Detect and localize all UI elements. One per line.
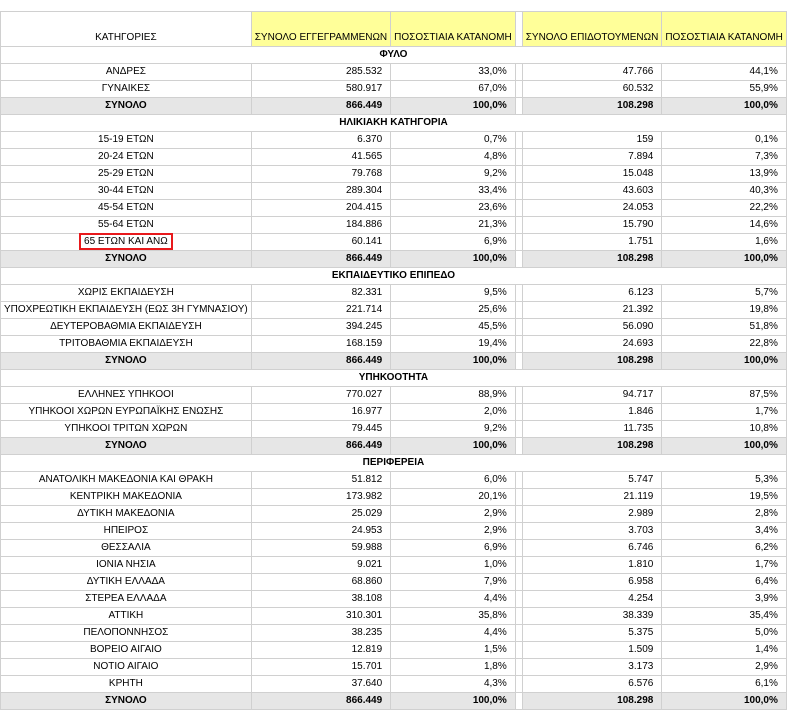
gap-cell: [515, 285, 522, 302]
subsidized-count: 3.703: [522, 523, 662, 540]
gap-cell: [515, 506, 522, 523]
subsidized-pct: 5,7%: [662, 285, 787, 302]
total-row: [1, 353, 787, 370]
header-category: ΚΑΤΗΓΟΡΙΕΣ: [1, 12, 252, 47]
registered-count: 173.982: [251, 489, 390, 506]
category-label: ΚΡΗΤΗ: [1, 676, 252, 693]
registered-count: 168.159: [251, 336, 390, 353]
section-title: ΕΚΠΑΙΔΕΥΤΙΚΟ ΕΠΙΠΕΔΟ: [1, 268, 787, 285]
table-row: [1, 166, 787, 183]
subsidized-pct: 19,5%: [662, 489, 787, 506]
subsidized-pct: 40,3%: [662, 183, 787, 200]
subsidized-pct: 1,7%: [662, 557, 787, 574]
registered-pct: 35,8%: [391, 608, 516, 625]
section-title-row: [1, 455, 787, 472]
table-row: [1, 285, 787, 302]
table-row: [1, 200, 787, 217]
registered-pct: 100,0%: [391, 251, 516, 268]
table-row: [1, 183, 787, 200]
category-label: ΙΟΝΙΑ ΝΗΣΙΑ: [1, 557, 252, 574]
category-label: ΥΠΗΚΟΟΙ ΤΡΙΤΩΝ ΧΩΡΩΝ: [1, 421, 252, 438]
category-label: ΑΝΔΡΕΣ: [1, 64, 252, 81]
total-label: ΣΥΝΟΛΟ: [1, 438, 252, 455]
registered-count: 6.370: [251, 132, 390, 149]
subsidized-count: 11.735: [522, 421, 662, 438]
total-row: [1, 438, 787, 455]
registered-pct: 100,0%: [391, 693, 516, 710]
registered-pct: 6,9%: [391, 234, 516, 251]
subsidized-pct: 1,7%: [662, 404, 787, 421]
subsidized-count: 6.123: [522, 285, 662, 302]
total-label: ΣΥΝΟΛΟ: [1, 693, 252, 710]
subsidized-pct: 6,4%: [662, 574, 787, 591]
registered-count: 310.301: [251, 608, 390, 625]
table-row: [1, 591, 787, 608]
registered-count: 60.141: [251, 234, 390, 251]
registered-count: 24.953: [251, 523, 390, 540]
registered-count: 38.235: [251, 625, 390, 642]
header-registered-total: ΣΥΝΟΛΟ ΕΓΓΕΓΡΑΜΜΕΝΩΝ: [251, 12, 390, 47]
registered-count: 16.977: [251, 404, 390, 421]
section-title: ΠΕΡΙΦΕΡΕΙΑ: [1, 455, 787, 472]
gap-cell: [515, 540, 522, 557]
header-subsidized-total: ΣΥΝΟΛΟ ΕΠΙΔΟΤΟΥΜΕΝΩΝ: [522, 12, 662, 47]
subsidized-pct: 6,2%: [662, 540, 787, 557]
table-row: [1, 574, 787, 591]
subsidized-pct: 13,9%: [662, 166, 787, 183]
subsidized-count: 21.392: [522, 302, 662, 319]
gap-cell: [515, 64, 522, 81]
subsidized-pct: 22,2%: [662, 200, 787, 217]
registered-pct: 67,0%: [391, 81, 516, 98]
registered-pct: 21,3%: [391, 217, 516, 234]
registered-pct: 100,0%: [391, 438, 516, 455]
header-subsidized-pct: ΠΟΣΟΣΤΙΑΙΑ ΚΑΤΑΝΟΜΗ: [662, 12, 787, 47]
table-row: [1, 676, 787, 693]
subsidized-count: 5.747: [522, 472, 662, 489]
category-label: ΥΠΟΧΡΕΩΤΙΚΗ ΕΚΠΑΙΔΕΥΣΗ (ΕΩΣ 3Η ΓΥΜΝΑΣΙΟΥ): [1, 302, 252, 319]
registered-pct: 1,5%: [391, 642, 516, 659]
subsidized-pct: 14,6%: [662, 217, 787, 234]
subsidized-pct: 22,8%: [662, 336, 787, 353]
category-label: ΕΛΛΗΝΕΣ ΥΠΗΚΟΟΙ: [1, 387, 252, 404]
registered-count: 51.812: [251, 472, 390, 489]
registered-count: 580.917: [251, 81, 390, 98]
subsidized-pct: 3,4%: [662, 523, 787, 540]
subsidized-pct: 100,0%: [662, 251, 787, 268]
table-row: [1, 217, 787, 234]
gap-cell: [515, 149, 522, 166]
subsidized-pct: 1,4%: [662, 642, 787, 659]
registered-count: 866.449: [251, 98, 390, 115]
total-row: [1, 98, 787, 115]
subsidized-pct: 51,8%: [662, 319, 787, 336]
table-row: [1, 404, 787, 421]
category-label: ΑΝΑΤΟΛΙΚΗ ΜΑΚΕΔΟΝΙΑ ΚΑΙ ΘΡΑΚΗ: [1, 472, 252, 489]
subsidized-count: 108.298: [522, 693, 662, 710]
gap-cell: [515, 387, 522, 404]
gap-cell: [515, 421, 522, 438]
subsidized-pct: 100,0%: [662, 98, 787, 115]
registered-pct: 4,4%: [391, 591, 516, 608]
category-label: 25-29 ΕΤΩΝ: [1, 166, 252, 183]
table-row: [1, 608, 787, 625]
section-title-row: [1, 47, 787, 64]
subsidized-count: 94.717: [522, 387, 662, 404]
registered-count: 12.819: [251, 642, 390, 659]
category-label: ΠΕΛΟΠΟΝΝΗΣΟΣ: [1, 625, 252, 642]
registered-count: 9.021: [251, 557, 390, 574]
registered-count: 79.768: [251, 166, 390, 183]
registered-count: 82.331: [251, 285, 390, 302]
gap-cell: [515, 234, 522, 251]
subsidized-count: 5.375: [522, 625, 662, 642]
table-row: [1, 557, 787, 574]
gap-cell: [515, 217, 522, 234]
registered-count: 866.449: [251, 251, 390, 268]
registered-pct: 88,9%: [391, 387, 516, 404]
table-row: [1, 81, 787, 98]
registered-count: 289.304: [251, 183, 390, 200]
statistics-table-container: [0, 11, 787, 710]
category-label: 45-54 ΕΤΩΝ: [1, 200, 252, 217]
registered-count: 41.565: [251, 149, 390, 166]
registered-pct: 45,5%: [391, 319, 516, 336]
gap-cell: [515, 676, 522, 693]
subsidized-count: 108.298: [522, 98, 662, 115]
header-row: [1, 12, 787, 47]
gap-cell: [515, 132, 522, 149]
gap-cell: [515, 166, 522, 183]
subsidized-count: 60.532: [522, 81, 662, 98]
registered-count: 221.714: [251, 302, 390, 319]
table-row: [1, 132, 787, 149]
gap-cell: [515, 183, 522, 200]
category-label: ΣΤΕΡΕΑ ΕΛΛΑΔΑ: [1, 591, 252, 608]
gap-cell: [515, 625, 522, 642]
subsidized-pct: 100,0%: [662, 438, 787, 455]
subsidized-pct: 1,6%: [662, 234, 787, 251]
registered-pct: 6,0%: [391, 472, 516, 489]
subsidized-count: 108.298: [522, 251, 662, 268]
header-gap: [515, 12, 522, 47]
gap-cell: [515, 319, 522, 336]
registered-pct: 2,9%: [391, 506, 516, 523]
registered-pct: 6,9%: [391, 540, 516, 557]
subsidized-pct: 7,3%: [662, 149, 787, 166]
category-label: ΓΥΝΑΙΚΕΣ: [1, 81, 252, 98]
registered-pct: 2,9%: [391, 523, 516, 540]
table-row: [1, 319, 787, 336]
registered-count: 394.245: [251, 319, 390, 336]
category-label: ΗΠΕΙΡΟΣ: [1, 523, 252, 540]
subsidized-count: 56.090: [522, 319, 662, 336]
category-label: ΔΕΥΤΕΡΟΒΑΘΜΙΑ ΕΚΠΑΙΔΕΥΣΗ: [1, 319, 252, 336]
table-row: [1, 336, 787, 353]
registered-count: 79.445: [251, 421, 390, 438]
subsidized-count: 6.746: [522, 540, 662, 557]
subsidized-count: 15.048: [522, 166, 662, 183]
total-row: [1, 693, 787, 710]
subsidized-count: 6.958: [522, 574, 662, 591]
table-row: [1, 387, 787, 404]
subsidized-count: 108.298: [522, 353, 662, 370]
subsidized-count: 1.846: [522, 404, 662, 421]
subsidized-count: 3.173: [522, 659, 662, 676]
table-row: [1, 489, 787, 506]
registered-count: 770.027: [251, 387, 390, 404]
section-title: ΦΥΛΟ: [1, 47, 787, 64]
section-title-row: [1, 370, 787, 387]
registered-pct: 23,6%: [391, 200, 516, 217]
registered-count: 38.108: [251, 591, 390, 608]
registered-pct: 33,0%: [391, 64, 516, 81]
header-registered-pct: ΠΟΣΟΣΤΙΑΙΑ ΚΑΤΑΝΟΜΗ: [391, 12, 516, 47]
registered-pct: 100,0%: [391, 353, 516, 370]
registered-count: 15.701: [251, 659, 390, 676]
registered-pct: 4,8%: [391, 149, 516, 166]
table-row: [1, 302, 787, 319]
section-title-row: [1, 268, 787, 285]
total-row: [1, 251, 787, 268]
registered-pct: 20,1%: [391, 489, 516, 506]
subsidized-count: 108.298: [522, 438, 662, 455]
subsidized-pct: 87,5%: [662, 387, 787, 404]
registered-pct: 33,4%: [391, 183, 516, 200]
table-row: [1, 642, 787, 659]
subsidized-count: 159: [522, 132, 662, 149]
table-row: [1, 64, 787, 81]
registered-count: 68.860: [251, 574, 390, 591]
category-label: 20-24 ΕΤΩΝ: [1, 149, 252, 166]
gap-cell: [515, 489, 522, 506]
highlighted-category-label: 65 ΕΤΩΝ ΚΑΙ ΑΝΩ: [84, 236, 168, 247]
subsidized-pct: 19,8%: [662, 302, 787, 319]
total-label: ΣΥΝΟΛΟ: [1, 353, 252, 370]
registered-count: 285.532: [251, 64, 390, 81]
subsidized-pct: 55,9%: [662, 81, 787, 98]
gap-cell: [515, 336, 522, 353]
subsidized-pct: 44,1%: [662, 64, 787, 81]
registered-pct: 9,2%: [391, 166, 516, 183]
table-row: [1, 659, 787, 676]
category-label: ΘΕΣΣΑΛΙΑ: [1, 540, 252, 557]
category-label: ΔΥΤΙΚΗ ΜΑΚΕΔΟΝΙΑ: [1, 506, 252, 523]
category-label: ΒΟΡΕΙΟ ΑΙΓΑΙΟ: [1, 642, 252, 659]
subsidized-pct: 2,9%: [662, 659, 787, 676]
subsidized-count: 4.254: [522, 591, 662, 608]
table-row: [1, 421, 787, 438]
gap-cell: [515, 523, 522, 540]
subsidized-count: 2.989: [522, 506, 662, 523]
gap-cell: [515, 302, 522, 319]
subsidized-count: 24.693: [522, 336, 662, 353]
table-row: [1, 523, 787, 540]
gap-cell: [515, 693, 522, 710]
category-label: 30-44 ΕΤΩΝ: [1, 183, 252, 200]
registered-pct: 0,7%: [391, 132, 516, 149]
subsidized-pct: 35,4%: [662, 608, 787, 625]
table-row: [1, 506, 787, 523]
category-label: ΥΠΗΚΟΟΙ ΧΩΡΩΝ ΕΥΡΩΠΑΪΚΗΣ ΕΝΩΣΗΣ: [1, 404, 252, 421]
subsidized-count: 15.790: [522, 217, 662, 234]
gap-cell: [515, 251, 522, 268]
subsidized-pct: 100,0%: [662, 353, 787, 370]
registered-count: 184.886: [251, 217, 390, 234]
gap-cell: [515, 472, 522, 489]
subsidized-pct: 6,1%: [662, 676, 787, 693]
registered-pct: 1,0%: [391, 557, 516, 574]
table-row: [1, 472, 787, 489]
unemployment-statistics-table: [0, 11, 787, 710]
registered-pct: 9,5%: [391, 285, 516, 302]
gap-cell: [515, 200, 522, 217]
subsidized-count: 47.766: [522, 64, 662, 81]
registered-count: 866.449: [251, 693, 390, 710]
category-label: 15-19 ΕΤΩΝ: [1, 132, 252, 149]
registered-pct: 9,2%: [391, 421, 516, 438]
registered-count: 204.415: [251, 200, 390, 217]
subsidized-pct: 0,1%: [662, 132, 787, 149]
gap-cell: [515, 557, 522, 574]
subsidized-count: 21.119: [522, 489, 662, 506]
registered-pct: 19,4%: [391, 336, 516, 353]
registered-count: 866.449: [251, 353, 390, 370]
section-title: ΥΠΗΚΟΟΤΗΤΑ: [1, 370, 787, 387]
table-row: [1, 234, 787, 251]
category-label: ΚΕΝΤΡΙΚΗ ΜΑΚΕΔΟΝΙΑ: [1, 489, 252, 506]
table-row: [1, 625, 787, 642]
category-label: ΤΡΙΤΟΒΑΘΜΙΑ ΕΚΠΑΙΔΕΥΣΗ: [1, 336, 252, 353]
category-label: ΝΟΤΙΟ ΑΙΓΑΙΟ: [1, 659, 252, 676]
gap-cell: [515, 591, 522, 608]
subsidized-count: 1.751: [522, 234, 662, 251]
registered-count: 37.640: [251, 676, 390, 693]
gap-cell: [515, 438, 522, 455]
subsidized-pct: 10,8%: [662, 421, 787, 438]
section-title: ΗΛΙΚΙΑΚΗ ΚΑΤΗΓΟΡΙΑ: [1, 115, 787, 132]
gap-cell: [515, 81, 522, 98]
category-label: [1, 234, 252, 251]
subsidized-count: 38.339: [522, 608, 662, 625]
subsidized-count: 1.810: [522, 557, 662, 574]
subsidized-count: 1.509: [522, 642, 662, 659]
gap-cell: [515, 642, 522, 659]
gap-cell: [515, 404, 522, 421]
section-title-row: [1, 115, 787, 132]
subsidized-count: 24.053: [522, 200, 662, 217]
gap-cell: [515, 659, 522, 676]
subsidized-pct: 2,8%: [662, 506, 787, 523]
total-label: ΣΥΝΟΛΟ: [1, 98, 252, 115]
category-label: ΧΩΡΙΣ ΕΚΠΑΙΔΕΥΣΗ: [1, 285, 252, 302]
subsidized-count: 6.576: [522, 676, 662, 693]
registered-pct: 7,9%: [391, 574, 516, 591]
gap-cell: [515, 574, 522, 591]
subsidized-pct: 5,3%: [662, 472, 787, 489]
registered-count: 25.029: [251, 506, 390, 523]
table-row: [1, 540, 787, 557]
registered-pct: 1,8%: [391, 659, 516, 676]
registered-count: 59.988: [251, 540, 390, 557]
table-row: [1, 149, 787, 166]
category-label: ΔΥΤΙΚΗ ΕΛΛΑΔΑ: [1, 574, 252, 591]
subsidized-pct: 5,0%: [662, 625, 787, 642]
registered-pct: 4,3%: [391, 676, 516, 693]
registered-pct: 4,4%: [391, 625, 516, 642]
registered-pct: 100,0%: [391, 98, 516, 115]
registered-pct: 25,6%: [391, 302, 516, 319]
category-label: ΑΤΤΙΚΗ: [1, 608, 252, 625]
registered-count: 866.449: [251, 438, 390, 455]
gap-cell: [515, 353, 522, 370]
subsidized-count: 7.894: [522, 149, 662, 166]
subsidized-pct: 100,0%: [662, 693, 787, 710]
subsidized-count: 43.603: [522, 183, 662, 200]
category-label: 55-64 ΕΤΩΝ: [1, 217, 252, 234]
subsidized-pct: 3,9%: [662, 591, 787, 608]
gap-cell: [515, 98, 522, 115]
total-label: ΣΥΝΟΛΟ: [1, 251, 252, 268]
registered-pct: 2,0%: [391, 404, 516, 421]
gap-cell: [515, 608, 522, 625]
